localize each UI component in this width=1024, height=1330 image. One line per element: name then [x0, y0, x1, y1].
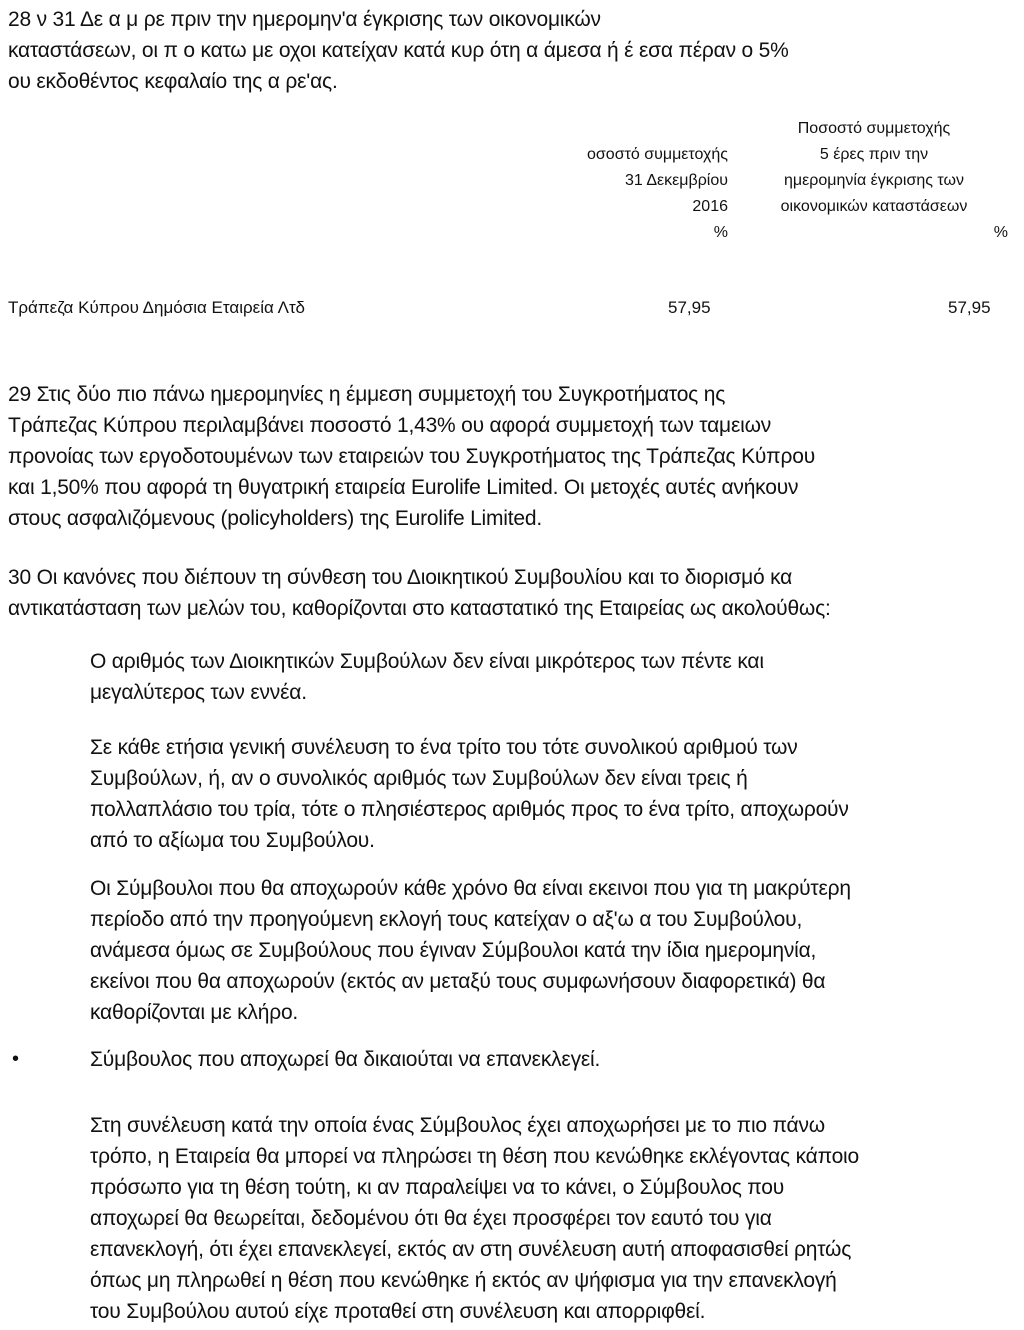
text-line: Συμβούλων, ή, αν ο συνολικός αριθμός των Συμβούλων δεν είναι τρεις ή	[90, 767, 748, 790]
text-line: στους ασφαλιζόμενους (policyholders) της Eurolife Limited.	[8, 507, 543, 530]
section-29-paragraph	[8, 379, 1018, 534]
bullet-icon: •	[12, 1048, 20, 1070]
header-line: %	[713, 224, 728, 241]
header-line: %	[993, 224, 1008, 241]
text-line: πολλαπλάσιο του τρία, τότε ο πλησιέστερος αριθμός προς το ένα τρίτο, αποχωρούν	[90, 798, 849, 821]
text-line: περίοδο από την προηγούμενη εκλογή τους κατείχαν ο αξ'ω α του Συμβούλου,	[90, 908, 803, 931]
text-line: 28 ν 31 Δε α μ ρε πριν την ημερομην'α έγκρισης των οικονομικών	[8, 8, 601, 31]
text-line: επανεκλογή, ότι έχει επανεκλεγεί, εκτός αν στη συνέλευση αυτή αποφασισθεί ρητώς	[90, 1238, 852, 1261]
text-line: καταστάσεων, οι π ο κατω με οχοι κατείχαν κατά κυρ ότη α άμεσα ή έ εσα πέραν ο 5%	[8, 39, 789, 62]
holding-approval-date: 57,95	[948, 298, 991, 317]
text-line: ανάμεσα όμως σε Συμβούλους που έγιναν Σύμβουλοι κατά την ίδια ημερομηνία,	[90, 939, 817, 962]
text-line: προνοίας των εργοδοτουμένων των εταιρειών του Συγκροτήματος της Τράπεζας Κύπρου	[8, 445, 815, 468]
text-line: πρόσωπο για τη θέση τούτη, κι αν παραλείψει να το κάνει, ο Σύμβουλος που	[90, 1176, 785, 1199]
text-line: Ο αριθμός των Διοικητικών Συμβούλων δεν είναι μικρότερος των πέντε και	[90, 650, 764, 673]
rule-rotation	[90, 732, 1020, 856]
text-line: 29 Στις δύο πιο πάνω ημερομηνίες η έμμεση συμμετοχή του Συγκροτήματος ης	[8, 383, 726, 406]
text-line: Στη συνέλευση κατά την οποία ένας Σύμβουλος έχει αποχωρήσει με το πιο πάνω	[90, 1114, 825, 1137]
header-line: 31 Δεκεμβρίου	[624, 172, 728, 189]
text-line: και 1,50% που αφορά τη θυγατρική εταιρεία Eurolife Limited. Οι μετοχές αυτές ανήκουν	[8, 476, 799, 499]
text-line: καθορίζονται με κλήρο.	[90, 1001, 299, 1024]
text-line: αποχωρεί θα θεωρείται, δεδομένου ότι θα έχει προσφέρει τον εαυτό του για	[90, 1207, 772, 1230]
text-line: όπως μη πληρωθεί η θέση που κενώθηκε ή εκτός αν ψήφισμα για την επανεκλογή	[90, 1269, 837, 1292]
header-line: Ποσοστό συμμετοχής	[797, 120, 951, 137]
text-line: εκείνοι που θα αποχωρούν (εκτός αν μεταξύ τους συμφωνήσουν διαφορετικά) θα	[90, 970, 826, 993]
shareholder-name: Τράπεζα Κύπρου Δημόσια Εταιρεία Λτδ	[8, 298, 305, 317]
rule-re-election	[90, 1044, 1020, 1075]
text-line: αντικατάσταση των μελών του, καθορίζονται στο καταστατικό της Εταιρείας ως ακολούθως:	[8, 597, 831, 620]
text-line: από το αξίωμα του Συμβούλου.	[90, 829, 375, 852]
text-line: Σε κάθε ετήσια γενική συνέλευση το ένα τρίτο του τότε συνολικού αριθμού των	[90, 736, 798, 759]
text-line: 30 Οι κανόνες που διέπουν τη σύνθεση του Διοικητικού Συμβουλίου και το διορισμό κα	[8, 566, 793, 589]
text-line: Τράπεζας Κύπρου περιλαμβάνει ποσοστό 1,43% ου αφορά συμμετοχή των ταμειων	[8, 414, 772, 437]
section-30-paragraph	[8, 562, 1018, 624]
text-line: ου εκδοθέντος κεφαλαίο της α ρε'ας.	[8, 70, 338, 93]
rule-retirement-order	[90, 873, 1020, 1028]
header-line: 2016	[692, 198, 728, 215]
header-line: 5 έρες πριν την	[819, 146, 929, 163]
column-header-approval-date	[740, 116, 1008, 246]
column-header-dec-2016	[520, 142, 728, 246]
header-line: ημερομηνία έγκρισης των	[784, 172, 964, 189]
header-line: οσοστό συμμετοχής	[587, 146, 728, 163]
text-line: Σύμβουλος που αποχωρεί θα δικαιούται να επανεκλεγεί.	[90, 1048, 601, 1071]
text-line: τρόπο, η Εταιρεία θα μπορεί να πληρώσει τη θέση που κενώθηκε εκλέγοντας κάποιο	[90, 1145, 859, 1168]
text-line: Οι Σύμβουλοι που θα αποχωρούν κάθε χρόνο θα είναι εκεινοι που για τη μακρύτερη	[90, 877, 851, 900]
header-line: οικονομικών καταστάσεων	[780, 198, 968, 215]
holding-dec-2016: 57,95	[668, 298, 711, 317]
text-line: του Συμβούλου αυτού είχε προταθεί στη συνέλευση και απορριφθεί.	[90, 1300, 706, 1323]
section-28-paragraph	[8, 4, 1018, 97]
rule-vacancy-filling	[90, 1110, 1020, 1327]
rule-board-size	[90, 646, 1020, 708]
text-line: μεγαλύτερος των εννέα.	[90, 681, 307, 704]
